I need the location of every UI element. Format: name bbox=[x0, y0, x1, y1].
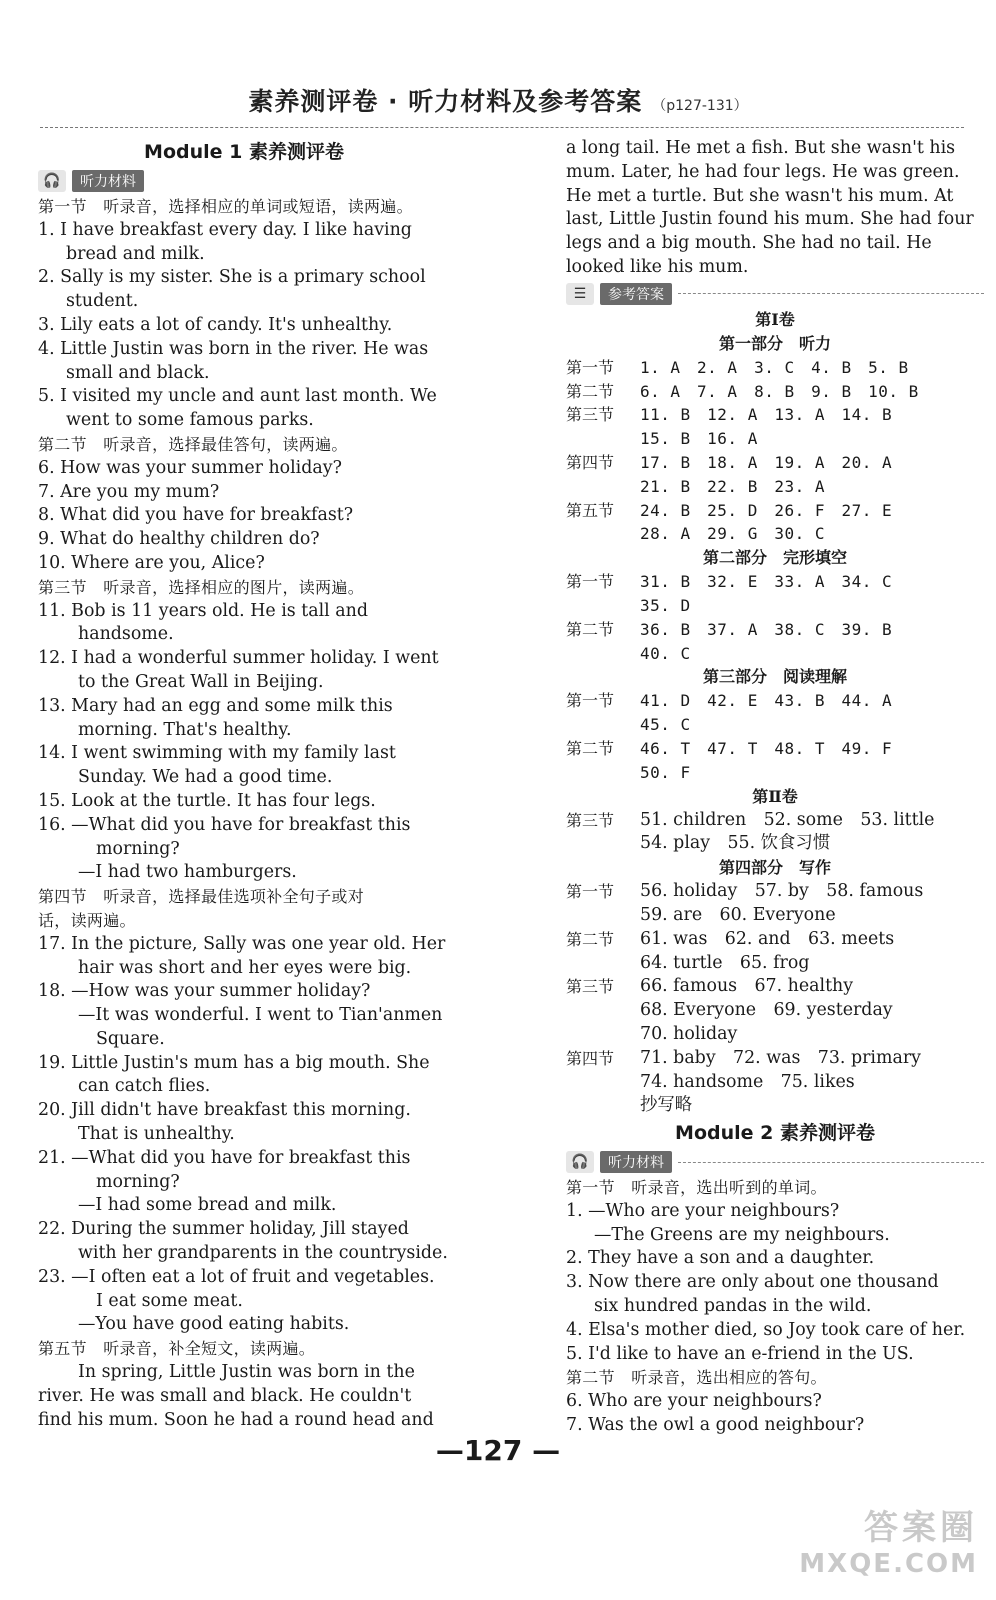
left-line: 第三节 听录音，选择相应的图片，读两遍。 bbox=[38, 577, 365, 597]
m2-line: 第二节 听录音，选出相应的答句。 bbox=[566, 1368, 827, 1388]
left-line: 10. Where are you, Alice? bbox=[38, 552, 265, 573]
left-line: find his mum. Soon he had a round head and bbox=[38, 1409, 434, 1430]
answer-items: 6. A 7. A 8. B 9. B 10. B bbox=[640, 381, 919, 401]
answer-items: 24. B 25. D 26. F 27. E bbox=[640, 500, 893, 520]
header-divider bbox=[40, 127, 964, 128]
answer-section-label: 第三节 bbox=[566, 405, 615, 425]
answer-row bbox=[566, 499, 984, 523]
answer-section-label bbox=[566, 713, 640, 737]
answer-section-label bbox=[566, 952, 640, 976]
m2-line: 1. —Who are your neighbours? bbox=[566, 1200, 840, 1221]
left-line: Square. bbox=[96, 1028, 165, 1049]
answer-items: 66. famous 67. healthy bbox=[640, 976, 854, 997]
answer-row bbox=[566, 570, 984, 594]
answer-items: 35. D bbox=[640, 595, 691, 615]
answer-row bbox=[566, 713, 984, 737]
left-line: 2. Sally is my sister. She is a primary school bbox=[38, 267, 426, 288]
answer-section-label bbox=[566, 832, 640, 856]
page-title: 素养测评卷 · 听力材料及参考答案 bbox=[248, 87, 643, 116]
left-line: hair was short and her eyes were big. bbox=[78, 957, 412, 978]
left-line: 16. —What did you have for breakfast this bbox=[38, 814, 411, 835]
left-line: 19. Little Justin's mum has a big mouth. She bbox=[38, 1052, 430, 1073]
answer-row bbox=[566, 1047, 984, 1071]
answer-row bbox=[566, 880, 984, 904]
answer-items: 61. was 62. and 63. meets bbox=[640, 928, 895, 949]
tag-divider bbox=[678, 293, 984, 294]
m2-line: 6. Who are your neighbours? bbox=[566, 1391, 822, 1412]
volume-2-heading: 第Ⅱ卷 bbox=[752, 786, 798, 806]
watermark-url: MXQE.COM bbox=[799, 1549, 978, 1579]
answer-section-label: 第四节 bbox=[566, 1048, 615, 1068]
answer-row bbox=[566, 403, 984, 427]
answer-items: 64. turtle 65. frog bbox=[640, 952, 810, 973]
left-line: 18. —How was your summer holiday? bbox=[38, 981, 371, 1002]
passage-line: He met a turtle. But she wasn't his mum. At bbox=[566, 185, 954, 206]
answer-items: 15. B 16. A bbox=[640, 429, 758, 449]
answer-items: 56. holiday 57. by 58. famous bbox=[640, 881, 924, 902]
left-line: river. He was small and black. He couldn't bbox=[38, 1385, 412, 1406]
headphones-icon: 🎧 bbox=[38, 170, 66, 192]
answer-items: 51. children 52. some 53. little bbox=[640, 809, 935, 830]
watermark-logo bbox=[799, 1500, 978, 1579]
answer-items: 40. C bbox=[640, 643, 691, 663]
answer-section-label: 第三节 bbox=[566, 977, 615, 997]
passage-line: a long tail. He met a fish. But she wasn't his bbox=[566, 138, 956, 158]
answer-section-label bbox=[566, 427, 640, 451]
left-line: 3. Lily eats a lot of candy. It's unhealthy. bbox=[38, 314, 393, 335]
answer-row bbox=[566, 594, 984, 618]
left-line: 12. I had a wonderful summer holiday. I went bbox=[38, 648, 439, 669]
answer-section-label bbox=[566, 1094, 640, 1118]
listening-tag-row-2 bbox=[566, 1148, 984, 1176]
left-line: 1. I have breakfast every day. I like having bbox=[38, 219, 412, 240]
answer-row bbox=[566, 928, 984, 952]
left-line: —It was wonderful. I went to Tian'anmen bbox=[78, 1005, 443, 1026]
answer-row bbox=[566, 761, 984, 785]
answer-row bbox=[566, 618, 984, 642]
headphones-icon: 🎧 bbox=[566, 1151, 594, 1173]
answer-items: 36. B 37. A 38. C 39. B bbox=[640, 619, 893, 639]
left-line: In spring, Little Justin was born in the bbox=[78, 1362, 415, 1383]
page-range: （p127-131） bbox=[652, 98, 748, 114]
answer-items: 41. D 42. E 43. B 44. A bbox=[640, 691, 893, 711]
answer-items: 31. B 32. E 33. A 34. C bbox=[640, 572, 893, 592]
answer-section-label bbox=[566, 475, 640, 499]
left-line: —I had two hamburgers. bbox=[78, 862, 297, 883]
left-line: 14. I went swimming with my family last bbox=[38, 743, 396, 764]
left-column bbox=[38, 137, 450, 1432]
page-header bbox=[0, 82, 996, 126]
answer-section-label: 第一节 bbox=[566, 691, 615, 711]
answer-section-label: 第一节 bbox=[566, 572, 615, 592]
answer-section-label bbox=[566, 1023, 640, 1047]
answer-items: 11. B 12. A 13. A 14. B bbox=[640, 405, 893, 425]
part-4-heading: 第四部分 写作 bbox=[718, 858, 831, 878]
answer-section-label: 第一节 bbox=[566, 882, 615, 902]
answer-row bbox=[566, 975, 984, 999]
answer-section-label bbox=[566, 642, 640, 666]
answer-items: 50. F bbox=[640, 762, 691, 782]
answers-tag-label: 参考答案 bbox=[600, 283, 672, 305]
listening-tag-label: 听力材料 bbox=[72, 170, 144, 192]
answer-items: 46. T 47. T 48. T 49. F bbox=[640, 738, 893, 758]
passage-line: looked like his mum. bbox=[566, 256, 749, 277]
left-line: —You have good eating habits. bbox=[78, 1314, 350, 1335]
answer-row bbox=[566, 451, 984, 475]
answer-items: 1. A 2. A 3. C 4. B 5. B bbox=[640, 357, 909, 377]
left-line: can catch flies. bbox=[78, 1076, 211, 1097]
answer-items: 17. B 18. A 19. A 20. A bbox=[640, 452, 893, 472]
left-line: morning? bbox=[96, 838, 180, 859]
answer-row bbox=[566, 380, 984, 404]
m2-line: —The Greens are my neighbours. bbox=[594, 1224, 890, 1245]
module1-title: Module 1 素养测评卷 bbox=[144, 141, 344, 163]
answer-row bbox=[566, 737, 984, 761]
listening-tag-label-2: 听力材料 bbox=[600, 1151, 672, 1173]
left-line: to the Great Wall in Beijing. bbox=[78, 671, 324, 692]
answer-row bbox=[566, 475, 984, 499]
left-line: 4. Little Justin was born in the river. He was bbox=[38, 338, 429, 359]
answer-section-label: 第二节 bbox=[566, 619, 615, 639]
module2-title: Module 2 素养测评卷 bbox=[675, 1122, 875, 1145]
left-line: 20. Jill didn't have breakfast this morning. bbox=[38, 1100, 411, 1121]
left-line: —I had some bread and milk. bbox=[78, 1195, 337, 1216]
left-line: 话，读两遍。 bbox=[38, 910, 136, 930]
part-2-heading: 第二部分 完形填空 bbox=[702, 548, 847, 568]
m2-line: 2. They have a son and a daughter. bbox=[566, 1248, 875, 1269]
m2-line: six hundred pandas in the wild. bbox=[594, 1296, 872, 1317]
answer-items: 74. handsome 75. likes bbox=[640, 1071, 855, 1092]
left-line: morning? bbox=[96, 1171, 180, 1192]
answer-section-label bbox=[566, 594, 640, 618]
answers-tag-row bbox=[566, 280, 984, 308]
answer-row bbox=[566, 689, 984, 713]
answer-row bbox=[566, 952, 984, 976]
left-line: 第二节 听录音，选择最佳答句，读两遍。 bbox=[38, 434, 348, 454]
answer-row bbox=[566, 1023, 984, 1047]
answer-row bbox=[566, 522, 984, 546]
left-line: 9. What do healthy children do? bbox=[38, 529, 320, 550]
left-line: 6. How was your summer holiday? bbox=[38, 457, 342, 478]
answer-section-label bbox=[566, 999, 640, 1023]
left-line: morning. That's healthy. bbox=[78, 719, 292, 740]
answer-section-label: 第二节 bbox=[566, 738, 615, 758]
m2-line: 3. Now there are only about one thousand bbox=[566, 1272, 939, 1293]
answer-row bbox=[566, 356, 984, 380]
volume-1-heading: 第Ⅰ卷 bbox=[755, 309, 795, 329]
left-line: 23. —I often eat a lot of fruit and vegetables. bbox=[38, 1266, 435, 1287]
left-line: 7. Are you my mum? bbox=[38, 481, 220, 502]
m2-line: 第一节 听录音，选出听到的单词。 bbox=[566, 1178, 827, 1198]
left-line: 第一节 听录音，选择相应的单词或短语，读两遍。 bbox=[38, 197, 413, 216]
answer-row bbox=[566, 642, 984, 666]
left-line: 8. What did you have for breakfast? bbox=[38, 505, 354, 526]
answer-section-label bbox=[566, 1071, 640, 1095]
part-1-heading: 第一部分 听力 bbox=[718, 333, 831, 353]
m2-line: 4. Elsa's mother died, so Joy took care of her. bbox=[566, 1319, 966, 1340]
left-line: 17. In the picture, Sally was one year old. Her bbox=[38, 933, 446, 954]
answer-items: 71. baby 72. was 73. primary bbox=[640, 1047, 921, 1068]
answer-section-label bbox=[566, 761, 640, 785]
answer-section-label: 第三节 bbox=[566, 810, 615, 830]
answer-items: 59. are 60. Everyone bbox=[640, 904, 836, 925]
list-icon: ☰ bbox=[566, 283, 594, 305]
left-line: I eat some meat. bbox=[96, 1290, 243, 1311]
left-line: 13. Mary had an egg and some milk this bbox=[38, 695, 393, 716]
passage-line: legs and a big mouth. She had no tail. He bbox=[566, 233, 932, 254]
answer-items: 抄写略 bbox=[640, 1095, 693, 1116]
page-number: —127 — bbox=[435, 1434, 561, 1467]
watermark-text: 答案圈 bbox=[864, 1508, 978, 1548]
left-line: That is unhealthy. bbox=[78, 1124, 235, 1145]
answer-items: 54. play 55. 饮食习惯 bbox=[640, 833, 831, 854]
answer-section-label bbox=[566, 904, 640, 928]
answer-section-label: 第五节 bbox=[566, 500, 615, 520]
answer-section-label: 第一节 bbox=[566, 357, 615, 377]
left-line: handsome. bbox=[78, 624, 174, 645]
answer-row bbox=[566, 904, 984, 928]
left-line: 21. —What did you have for breakfast this bbox=[38, 1147, 411, 1168]
passage-line: mum. Later, he had four legs. He was green. bbox=[566, 161, 960, 182]
answer-items: 45. C bbox=[640, 715, 691, 735]
answer-row bbox=[566, 427, 984, 451]
answer-row bbox=[566, 1071, 984, 1095]
answer-row bbox=[566, 809, 984, 833]
left-line: Sunday. We had a good time. bbox=[78, 767, 333, 788]
m2-line: 5. I'd like to have an e-friend in the US. bbox=[566, 1343, 914, 1364]
answer-section-label: 第二节 bbox=[566, 929, 615, 949]
answer-items: 28. A 29. G 30. C bbox=[640, 524, 825, 544]
answer-items: 68. Everyone 69. yesterday bbox=[640, 1000, 893, 1021]
left-line: bread and milk. bbox=[66, 243, 205, 264]
left-line: with her grandparents in the countryside. bbox=[78, 1243, 448, 1264]
answer-items: 21. B 22. B 23. A bbox=[640, 476, 825, 496]
tag-divider bbox=[678, 1162, 984, 1163]
left-line: 5. I visited my uncle and aunt last month. We bbox=[38, 386, 437, 407]
left-line: 22. During the summer holiday, Jill stayed bbox=[38, 1219, 409, 1240]
listening-tag-row bbox=[38, 167, 450, 195]
answer-row bbox=[566, 999, 984, 1023]
answer-row bbox=[566, 1094, 984, 1118]
left-line: 15. Look at the turtle. It has four legs. bbox=[38, 790, 376, 811]
answer-items: 70. holiday bbox=[640, 1023, 738, 1044]
left-line: 第四节 听录音，选择最佳选项补全句子或对 bbox=[38, 887, 365, 907]
left-line: small and black. bbox=[66, 362, 210, 383]
left-line: student. bbox=[66, 291, 139, 312]
left-line: went to some famous parks. bbox=[66, 410, 314, 431]
right-column bbox=[566, 137, 984, 1438]
left-line: 第五节 听录音，补全短文，读两遍。 bbox=[38, 1339, 316, 1359]
passage-line: last, Little Justin found his mum. She had four bbox=[566, 209, 974, 230]
m2-line: 7. Was the owl a good neighbour? bbox=[566, 1415, 865, 1436]
answer-section-label: 第二节 bbox=[566, 381, 615, 401]
answer-section-label bbox=[566, 522, 640, 546]
answer-row bbox=[566, 832, 984, 856]
answer-section-label: 第四节 bbox=[566, 452, 615, 472]
part-3-heading: 第三部分 阅读理解 bbox=[702, 667, 847, 687]
left-line: 11. Bob is 11 years old. He is tall and bbox=[38, 600, 368, 621]
